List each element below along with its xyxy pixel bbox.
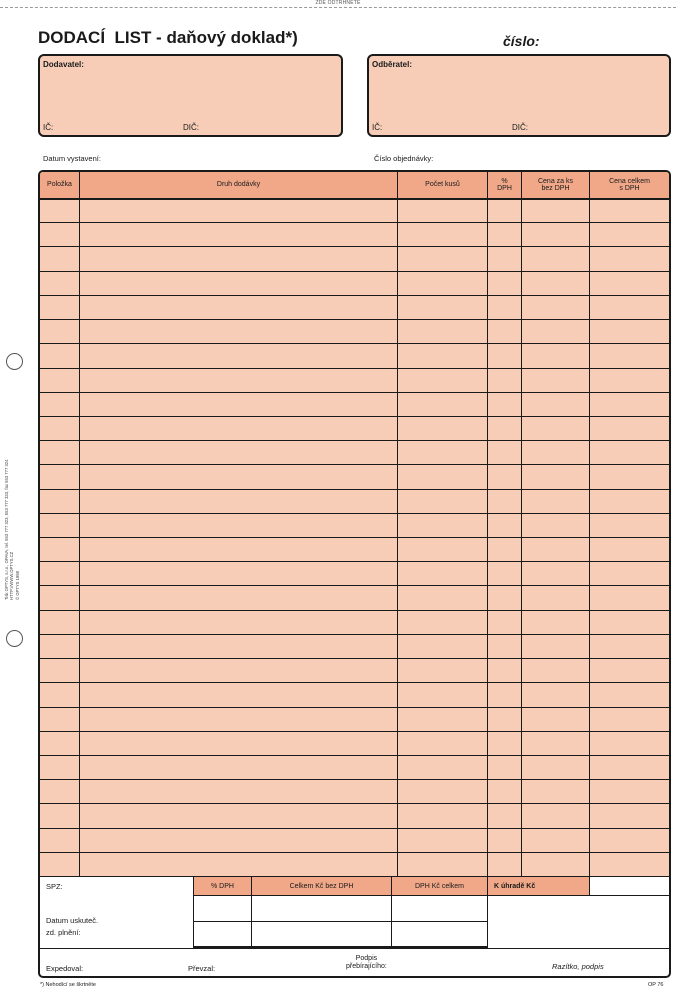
row-divider [40,876,669,877]
col-header-item: Položka [40,172,79,198]
date-label-line2: zd. plnění: [46,928,81,937]
document-title: DODACÍ LIST - daňový doklad*) [38,28,298,47]
row-divider [40,585,669,586]
vat-summary-header-vat: DPH Kč celkem [392,877,487,895]
row-divider [40,416,669,417]
row-divider [40,489,669,490]
row-divider [40,658,669,659]
row-divider [40,731,669,732]
row-divider [40,561,669,562]
column-divider [521,172,522,876]
column-divider [589,172,590,876]
printer-info: Tisk OPTYS, s.r.o., OPAVA, tel. 553 777 323, 553 777 333, fax 553 777 324 HTTP://WWW.OPTYS.CZ © OPTYS 1998 [4,459,20,600]
footer-divider [193,895,488,896]
items-grid [40,172,669,876]
row-divider [40,537,669,538]
total-due-value-field[interactable] [590,877,669,895]
row-divider [40,682,669,683]
footer-divider [487,877,488,947]
footer-divider [251,877,252,947]
column-divider [79,172,80,876]
row-divider [40,392,669,393]
customer-box[interactable] [367,54,671,137]
supplier-title: Dodavatel: [43,60,84,69]
date-label-line1: Datum uskuteč. [46,916,99,925]
spz-label: SPZ: [46,882,63,891]
col-header-total-price: Cena celkem s DPH [590,172,669,198]
footnote: *) Nehodící se škrtněte [40,982,96,988]
row-divider [40,634,669,635]
footer-divider [391,877,392,947]
row-divider [40,707,669,708]
row-divider [40,852,669,853]
date-issued-label: Datum vystavení: [43,154,101,163]
customer-title: Odběratel: [372,60,413,69]
column-divider [487,172,488,876]
supplier-dic-label: DIČ: [183,123,199,132]
dispatched-by-label: Expedoval: [46,964,84,973]
items-table [38,170,671,978]
row-divider [40,755,669,756]
col-header-unit-price: Cena za ks bez DPH [522,172,589,198]
number-label: číslo: [503,33,540,49]
row-divider [40,828,669,829]
vat-summary-header-rate: % DPH [194,877,251,895]
row-divider [40,319,669,320]
punch-hole-bottom [6,630,23,647]
footer-divider [193,877,194,947]
order-number-label: Číslo objednávky: [374,154,434,163]
footer-divider [193,921,488,922]
row-divider [40,610,669,611]
total-due-label: K úhradě Kč [488,877,589,895]
row-divider [40,246,669,247]
row-divider [40,295,669,296]
received-by-label: Převzal: [188,964,216,973]
supplier-ic-label: IČ: [43,123,54,132]
footer-divider [40,948,669,949]
footer-divider [487,895,669,896]
row-divider [40,222,669,223]
row-divider [40,343,669,344]
row-divider [40,779,669,780]
row-divider [40,368,669,369]
column-divider [397,172,398,876]
stamp-signature-label: Razítko, podpis [552,962,604,971]
customer-dic-label: DIČ: [512,123,528,132]
row-divider [40,440,669,441]
col-header-description: Druh dodávky [80,172,397,198]
col-header-quantity: Počet kusů [398,172,487,198]
row-divider [40,198,669,200]
row-divider [40,803,669,804]
recipient-signature-label: Podpis přebírajícího: [346,955,387,971]
tear-line [0,7,676,8]
tear-off-note: ZDE ODTRHNĚTE [0,0,676,6]
vat-summary-header-base: Celkem Kč bez DPH [252,877,391,895]
row-divider [40,513,669,514]
punch-hole-top [6,353,23,370]
row-divider [40,464,669,465]
supplier-box[interactable] [38,54,343,137]
row-divider [40,271,669,272]
col-header-vat: % DPH [488,172,521,198]
customer-ic-label: IČ: [372,123,383,132]
form-code: OP 76 [648,982,664,988]
